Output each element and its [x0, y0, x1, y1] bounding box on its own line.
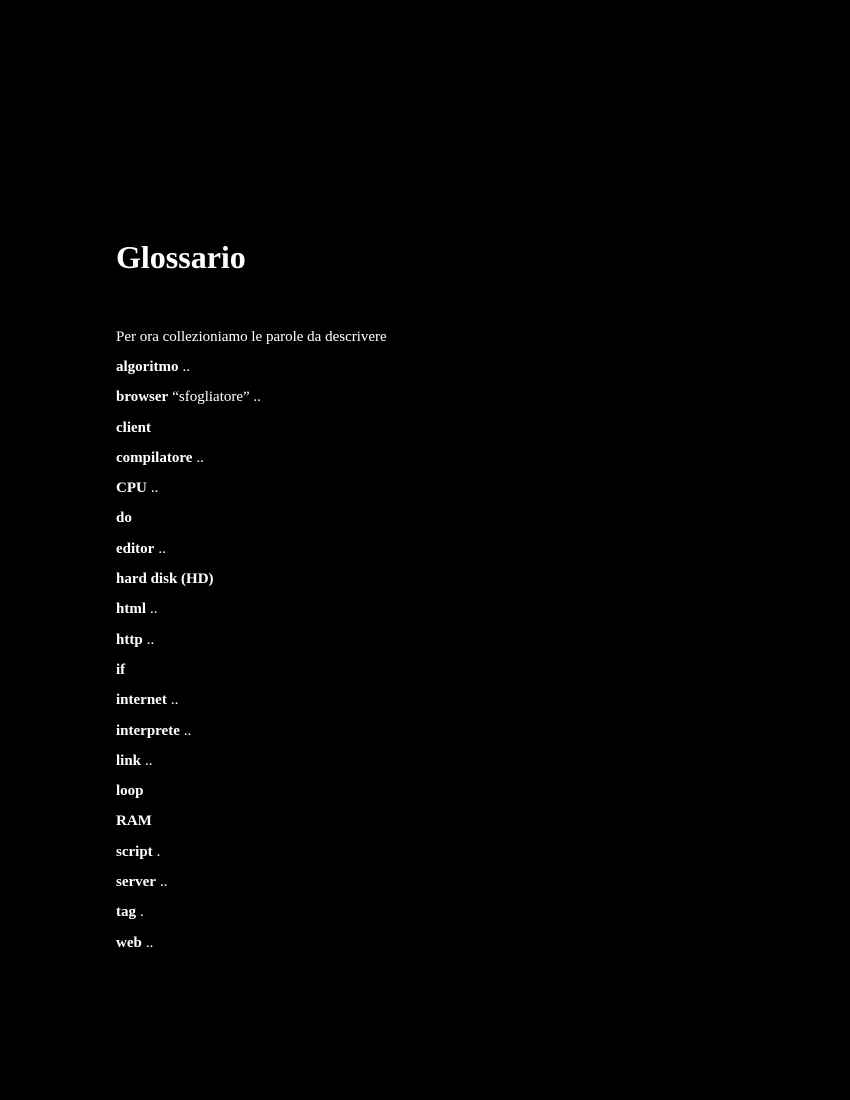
glossary-term: do: [116, 510, 132, 527]
glossary-entry: [116, 690, 816, 710]
glossary-term: html: [116, 601, 146, 618]
glossary-term: server: [116, 874, 156, 891]
glossary-desc: ..: [182, 359, 190, 375]
glossary-desc: ..: [170, 692, 179, 709]
glossary-term: compilatore: [116, 449, 193, 466]
glossary-entry: [116, 599, 816, 619]
intro-text: Per ora collezioniamo le parole da descrivere: [116, 329, 387, 345]
page-title: Glossario: [116, 239, 246, 275]
glossary-entry: [116, 660, 816, 680]
glossary-term: web: [116, 934, 142, 951]
glossary-desc: .: [156, 843, 161, 860]
glossary-entry: [116, 569, 816, 589]
glossary-term: loop: [116, 783, 144, 800]
glossary-entry: [116, 842, 816, 862]
glossary-term: script: [116, 843, 153, 860]
glossary-entry: [116, 933, 816, 953]
glossary-term: internet: [116, 692, 167, 709]
glossary-term: RAM: [116, 813, 152, 830]
glossary-entry: [116, 539, 816, 559]
glossary-entry: [116, 630, 816, 650]
glossary-desc: ..: [150, 601, 158, 618]
glossary-term: if: [116, 661, 126, 678]
glossary-desc: ..: [158, 540, 166, 557]
glossary-desc: ..: [183, 722, 192, 739]
glossary-entry: [116, 811, 816, 831]
glossary-term: CPU: [116, 480, 147, 497]
glossary-term: link: [116, 752, 142, 769]
glossary-term: tag: [116, 904, 136, 921]
glossary-desc: ..: [145, 934, 154, 951]
glossary-entry: [116, 418, 816, 438]
glossary-term: hard disk (HD): [116, 571, 214, 588]
glossary-entry: [116, 902, 816, 922]
glossary-entry: [116, 448, 816, 468]
glossary-entry: [116, 478, 816, 498]
glossary-desc: ..: [150, 480, 159, 497]
glossary-desc: ..: [159, 874, 168, 891]
glossary-desc: .: [140, 904, 144, 921]
glossary-entry: [116, 508, 816, 528]
document-page: [116, 236, 816, 963]
glossary-term: interprete: [116, 722, 180, 739]
glossary-entry: [116, 781, 816, 801]
glossary-desc: ..: [145, 752, 153, 769]
glossary-entry: [116, 387, 816, 407]
glossary-term: client: [116, 419, 151, 436]
glossary-desc: ..: [146, 631, 155, 648]
glossary-entry: [116, 357, 816, 377]
glossary-term: http: [116, 631, 143, 648]
glossary-desc: “sfogliatore” ..: [172, 389, 261, 406]
glossary-entry: [116, 721, 816, 741]
glossary-entry: [116, 751, 816, 771]
glossary-term: algoritmo: [116, 359, 179, 375]
glossary-term: editor: [116, 540, 155, 557]
glossary-term: browser: [116, 389, 169, 406]
glossary-entry: [116, 872, 816, 892]
glossary-list: [116, 357, 816, 953]
glossary-desc: ..: [196, 449, 204, 466]
